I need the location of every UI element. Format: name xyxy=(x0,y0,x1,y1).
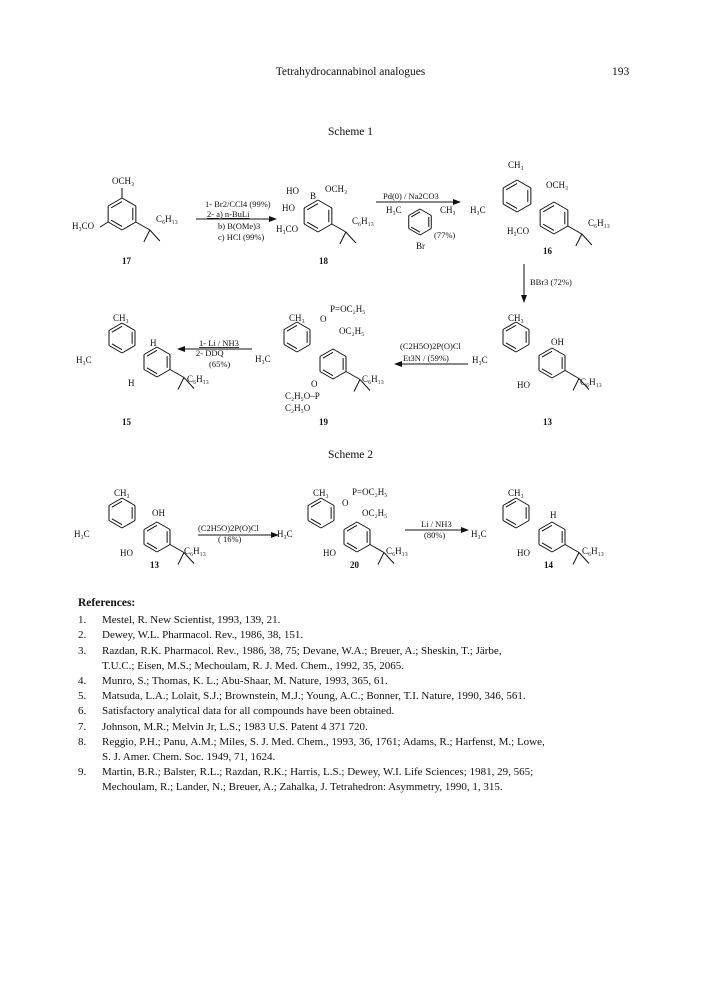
bond xyxy=(323,352,333,358)
condition-text: (65%) xyxy=(209,359,231,369)
atom-label: H₃C xyxy=(472,355,488,365)
atom-label: OCH₃ xyxy=(112,176,135,186)
reference-text: S. J. Amer. Chem. Soc. 1949, 71, 1624. xyxy=(102,751,276,764)
bond xyxy=(147,543,157,549)
atom-label: H₃C xyxy=(255,354,271,364)
atom-label: OC₂H₅ xyxy=(339,326,365,336)
bond xyxy=(411,227,420,232)
reference-text: Johnson, M.R.; Melvin Jr, L.S.; 1983 U.S. Patent 4 371 720. xyxy=(102,720,368,733)
bond xyxy=(344,545,357,553)
condition-text: BBr3 (72%) xyxy=(530,277,572,287)
bond xyxy=(144,347,157,355)
atom-label: H₃C xyxy=(277,529,293,539)
condition-text: b) B(OMe)3 xyxy=(218,221,261,231)
bond xyxy=(506,519,516,525)
bond xyxy=(552,522,565,530)
atom-label: H₃CO xyxy=(72,221,95,231)
scheme-2-title: Scheme 2 xyxy=(327,449,374,461)
bond xyxy=(333,349,346,357)
bond xyxy=(150,230,160,241)
atom-label: H₃C xyxy=(74,529,90,539)
bond xyxy=(552,371,565,379)
reference-item xyxy=(78,674,688,689)
atom-label: H₃CO xyxy=(276,224,299,234)
bond xyxy=(108,198,122,206)
bond xyxy=(122,346,135,354)
condition-text: (77%) xyxy=(434,230,456,240)
bond xyxy=(307,222,318,228)
bond xyxy=(503,322,516,330)
bond xyxy=(304,200,318,208)
atom-label: O xyxy=(320,314,327,324)
bond xyxy=(144,545,157,553)
compound-number: 17 xyxy=(122,256,131,266)
atom-label: OC₂H₅ xyxy=(362,508,388,518)
bond xyxy=(112,344,122,350)
bond xyxy=(409,229,420,236)
condition-text: 1- Li / NH3 xyxy=(199,338,239,348)
bond xyxy=(333,372,346,380)
bond xyxy=(109,521,122,529)
bond xyxy=(568,226,582,234)
atom-label: H₃C xyxy=(471,529,487,539)
bond xyxy=(539,371,552,379)
bond xyxy=(112,501,122,507)
bond xyxy=(378,553,384,565)
bond xyxy=(506,325,516,331)
reference-item xyxy=(78,720,688,735)
atom-label: HO xyxy=(517,548,530,558)
bond xyxy=(122,198,136,206)
bond xyxy=(503,204,517,212)
page-number: 193 xyxy=(612,66,630,78)
atom-label: CH₃ xyxy=(508,313,524,323)
bond xyxy=(517,204,531,212)
bond xyxy=(321,498,334,506)
bond xyxy=(565,371,579,379)
bond xyxy=(411,212,420,217)
bond xyxy=(122,323,135,331)
atom-label: H xyxy=(150,338,157,348)
atom-label: C₆H₁₃ xyxy=(588,218,610,228)
bond xyxy=(144,370,157,378)
bond xyxy=(109,346,122,354)
bond xyxy=(178,378,184,390)
atom-label: O xyxy=(342,498,349,508)
atom-label: P=OC₂H₅ xyxy=(330,304,366,314)
atom-label: C₆H₁₃ xyxy=(156,214,178,224)
reference-number: 9. xyxy=(78,766,87,779)
condition-text: (80%) xyxy=(424,530,446,540)
reference-item xyxy=(78,735,688,765)
bond xyxy=(582,234,592,245)
bond xyxy=(297,322,310,330)
bond xyxy=(109,498,122,506)
reference-text: T.U.C.; Eisen, M.S.; Mechoulam, R. J. Med. Chem., 1992, 35, 2065. xyxy=(102,659,404,672)
reference-number: 7. xyxy=(78,720,87,733)
atom-label: HO xyxy=(282,203,295,213)
atom-label: CH₃ xyxy=(313,488,329,498)
atom-label: H₃C xyxy=(76,355,92,365)
bond xyxy=(357,545,370,553)
bond xyxy=(554,226,568,234)
atom-label: CH₃ xyxy=(114,488,130,498)
bond xyxy=(170,370,184,378)
compound-number: 13 xyxy=(150,560,159,570)
atom-label: B xyxy=(310,191,317,201)
condition-text: Li / NH3 xyxy=(421,519,452,529)
reference-number: 5. xyxy=(78,690,87,703)
bond xyxy=(307,204,318,210)
bond xyxy=(157,545,170,553)
bond xyxy=(554,202,568,210)
bond xyxy=(543,206,554,212)
atom-label: H xyxy=(128,378,135,388)
bond xyxy=(506,202,517,208)
bond xyxy=(354,380,360,392)
bond xyxy=(420,229,431,236)
bond xyxy=(542,369,552,375)
bond xyxy=(284,322,297,330)
atom-label: HO xyxy=(517,380,530,390)
bond xyxy=(318,200,332,208)
reference-number: 3. xyxy=(78,644,87,657)
bond xyxy=(320,349,333,357)
bond xyxy=(516,521,529,529)
scheme-1-title: Scheme 1 xyxy=(327,126,374,138)
bond xyxy=(542,351,552,357)
bond xyxy=(311,501,321,507)
references-section xyxy=(78,596,688,796)
bond xyxy=(122,521,135,529)
bond xyxy=(122,498,135,506)
bond xyxy=(111,202,122,208)
bond xyxy=(516,498,529,506)
reference-number: 8. xyxy=(78,735,87,748)
bond xyxy=(287,325,297,331)
bond xyxy=(539,348,552,356)
bond xyxy=(565,545,579,553)
compound-number: 18 xyxy=(319,256,328,266)
bond xyxy=(503,498,516,506)
condition-text: (C2H5O)2P(O)Cl xyxy=(400,341,461,351)
reference-number: 2. xyxy=(78,629,87,642)
bond xyxy=(109,323,122,331)
bond xyxy=(108,222,122,230)
bond xyxy=(157,522,170,530)
bond xyxy=(552,348,565,356)
bond xyxy=(420,209,431,216)
bond xyxy=(503,345,516,353)
bond xyxy=(112,519,122,525)
bond xyxy=(506,343,516,349)
bond xyxy=(157,370,170,378)
atom-label: OH xyxy=(551,337,564,347)
bond xyxy=(576,234,582,246)
bond xyxy=(308,521,321,529)
reference-item xyxy=(78,689,688,704)
references-heading: References: xyxy=(78,597,136,609)
bond xyxy=(321,521,334,529)
bond xyxy=(516,322,529,330)
bond xyxy=(357,522,370,530)
atom-label: C₆H₁₃ xyxy=(352,216,374,226)
atom-label: CH₃ xyxy=(113,313,129,323)
bond xyxy=(100,222,108,227)
reference-item xyxy=(78,628,688,643)
atom-label: CH₃ xyxy=(440,205,456,215)
atom-label: O xyxy=(311,379,318,389)
condition-text: Pd(0) / Na2CO3 xyxy=(383,191,439,201)
compound-number: 19 xyxy=(319,417,328,427)
bond xyxy=(311,519,321,525)
condition-text: c) HCl (99%) xyxy=(218,232,265,242)
bond xyxy=(297,345,310,353)
bond xyxy=(506,501,516,507)
reference-item xyxy=(78,704,688,719)
atom-label: OCH₃ xyxy=(546,180,569,190)
reference-item xyxy=(78,613,688,628)
bond xyxy=(503,521,516,529)
atom-label: C₆H₁₃ xyxy=(362,374,384,384)
bond xyxy=(111,220,122,226)
atom-label: H xyxy=(550,510,557,520)
bond xyxy=(320,372,333,380)
atom-label: C₂H₅O xyxy=(285,403,311,413)
atom-label: HO xyxy=(323,548,336,558)
reference-number: 1. xyxy=(78,614,87,627)
atom-label: H₃C xyxy=(470,205,486,215)
condition-text: 1- Br2/CCl4 (99%) xyxy=(205,199,271,209)
atom-label: C₆H₁₃ xyxy=(184,546,206,556)
bond xyxy=(144,230,150,242)
bond xyxy=(573,379,579,391)
bond xyxy=(516,345,529,353)
reference-number: 4. xyxy=(78,675,87,688)
atom-label: C₆H₁₃ xyxy=(580,377,602,387)
atom-label: C₆H₁₃ xyxy=(386,546,408,556)
condition-text: 2- a) n-BuLi xyxy=(207,209,250,219)
bond xyxy=(539,545,552,553)
atom-label: H₃C xyxy=(386,205,402,215)
bond xyxy=(347,543,357,549)
bond xyxy=(370,545,384,553)
atom-label: CH₃ xyxy=(508,160,524,170)
bond xyxy=(552,545,565,553)
bond xyxy=(340,232,346,244)
compound-number: 20 xyxy=(350,560,359,570)
bond xyxy=(147,368,157,374)
bond xyxy=(539,522,552,530)
condition-text: Et3N / (59%) xyxy=(403,353,449,363)
bond xyxy=(147,525,157,531)
bond xyxy=(157,347,170,355)
atom-label: OCH₃ xyxy=(325,184,348,194)
condition-text: (C2H5O)2P(O)Cl xyxy=(198,523,259,533)
bond xyxy=(323,370,333,376)
bond xyxy=(112,326,122,332)
reference-text: Matsuda, L.A.; Lolait, S.J.; Brownstein, M.J.; Young, A.C.; Bonner, T.I. Nature, 1990, 346, 561. xyxy=(102,690,526,703)
bond xyxy=(517,180,531,188)
atom-label: OH xyxy=(152,508,165,518)
bond xyxy=(304,224,318,232)
atom-label: H₃CO xyxy=(507,226,530,236)
condition-text: 2- DDQ xyxy=(196,348,224,358)
bond xyxy=(543,224,554,230)
bond xyxy=(346,372,360,380)
bond xyxy=(540,202,554,210)
reference-number: 6. xyxy=(78,705,87,718)
bond xyxy=(147,350,157,356)
running-header-title: Tetrahydrocannabinol analogues xyxy=(275,66,426,78)
compound-number: 14 xyxy=(544,560,553,570)
atom-label: Br xyxy=(416,241,425,251)
bond xyxy=(332,224,346,232)
bond xyxy=(284,345,297,353)
reference-text: Martin, B.R.; Balster, R.L.; Razdan, R.K.; Harris, L.S.; Dewey, W.I. Life Sciences; 1981, 29, 565; xyxy=(102,766,534,779)
reference-item xyxy=(78,644,688,674)
atom-label: HO xyxy=(120,548,133,558)
reference-text: Satisfactory analytical data for all compounds have been obtained. xyxy=(102,705,395,718)
reference-text: Reggio, P.H.; Panu, A.M.; Miles, S. J. Med. Chem., 1993, 36, 1761; Adams, R.; Harfenst, M.; Lowe, xyxy=(102,735,545,748)
atom-label: C₆H₁₃ xyxy=(582,546,604,556)
atom-label: C₂H₅O–P xyxy=(285,391,320,401)
bond xyxy=(573,553,579,565)
reference-item xyxy=(78,765,688,795)
bond xyxy=(540,226,554,234)
atom-label: CH₃ xyxy=(508,488,524,498)
bond xyxy=(318,224,332,232)
bond xyxy=(170,545,184,553)
bond xyxy=(122,222,136,230)
bond xyxy=(542,525,552,531)
compound-number: 16 xyxy=(543,246,552,256)
reference-text: Razdan, R.K. Pharmacol. Rev., 1986, 38, 75; Devane, W.A.; Breuer, A.; Sheskin, T.; Järbe, xyxy=(102,644,502,657)
atom-label: C₆H₁₃ xyxy=(187,374,209,384)
reference-text: Dewey, W.L. Pharmacol. Rev., 1986, 38, 151. xyxy=(102,629,304,642)
reference-text: Mestel, R. New Scientist, 1993, 139, 21. xyxy=(102,614,281,627)
bond xyxy=(542,543,552,549)
bond xyxy=(136,222,150,230)
bond xyxy=(344,522,357,530)
atom-label: HO xyxy=(286,186,299,196)
bond xyxy=(287,343,297,349)
bond xyxy=(144,522,157,530)
bond xyxy=(506,184,517,190)
compound-number: 13 xyxy=(543,417,552,427)
condition-text: ( 16%) xyxy=(218,534,242,544)
bond xyxy=(308,498,321,506)
reference-text: Mechoulam, R.; Lander, N.; Breuer, A.; Zahalka, J. Tetrahedron: Asymmetry, 1990, 1, 315. xyxy=(102,781,503,794)
atom-label: CH₃ xyxy=(289,313,305,323)
compound-number: 15 xyxy=(122,417,131,427)
reference-text: Munro, S.; Thomas, K. L.; Abu-Shaar, M. Nature, 1993, 365, 61. xyxy=(102,675,388,688)
bond xyxy=(346,232,356,243)
atom-label: P=OC₂H₅ xyxy=(352,487,388,497)
bond xyxy=(347,525,357,531)
bond xyxy=(503,180,517,188)
bond xyxy=(409,209,420,216)
